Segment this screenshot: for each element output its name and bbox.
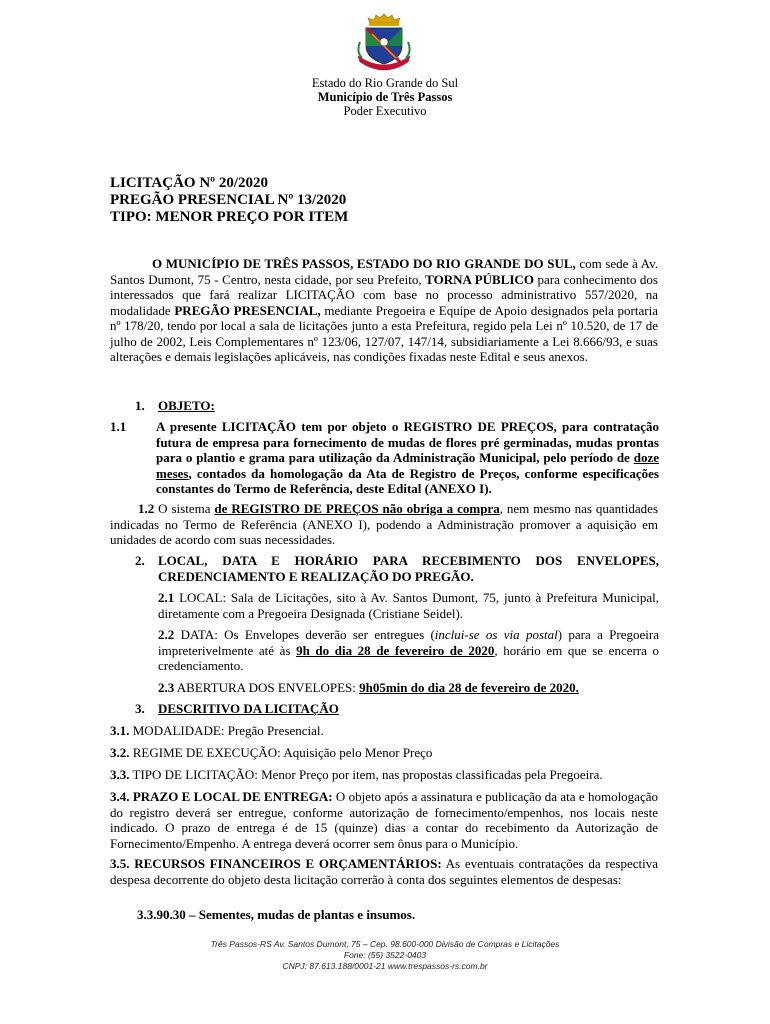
pregao-title: PREGÃO PRESENCIAL Nº 13/2020: [110, 192, 347, 208]
intro-bold-2: TORNA PÚBLICO: [425, 271, 534, 287]
section-2-title: LOCAL, DATA E HORÁRIO PARA RECEBIMENTO DOS ENVELOPES, CREDENCIAMENTO E REALIZAÇÃO DO PREGÃO.: [158, 553, 659, 584]
item-1-2-part-b: , nem mesmo nas quantidades indicadas no Termo de Referência (ANEXO I), podendo a Administração promover a aquisição em unidades de acordo com suas necessidades.: [110, 501, 659, 547]
item-3-2-text: REGIME DE EXECUÇÃO: Aquisição pelo Menor Preço: [129, 745, 433, 760]
footer-address: Três Passos-RS Av. Santos Dumont, 75 – Cep. 98.600-000 Divisão de Compras e Licitações: [210, 939, 560, 949]
header-state: Estado do Rio Grande do Sul: [311, 76, 459, 90]
item-2-1-paragraph: [158, 590, 659, 621]
item-1-1-period: doze meses: [156, 450, 659, 481]
item-2-2-paragraph: [158, 627, 659, 674]
item-3-3-paragraph: [110, 767, 658, 783]
item-2-2-part-a: DATA: Os Envelopes deverão ser entregues (: [174, 627, 435, 642]
item-3-5-heading: 3.5. RECURSOS FINANCEIROS E ORÇAMENTÁRIOS:: [110, 856, 442, 871]
section-3-number: 3.: [135, 701, 145, 716]
item-3-1-text: MODALIDADE: Pregão Presencial.: [129, 723, 324, 738]
licitacao-title: LICITAÇÃO Nº 20/2020: [110, 175, 269, 191]
item-1-1-text: [156, 419, 659, 497]
item-1-1-part-b: , contados da homologação da Ata de Registro de Preços, conforme especificações constantes do Termo de Referência, deste Edital (ANEXO I).: [156, 465, 659, 496]
item-2-3-opening-time: 9h05min do dia 28 de fevereiro de 2020.: [359, 680, 579, 695]
item-3-3-text: TIPO DE LICITAÇÃO: Menor Preço por item, nas propostas classificadas pela Pregoeira.: [129, 767, 603, 782]
header-branch: Poder Executivo: [343, 104, 427, 118]
header-municipality: Município de Três Passos: [317, 90, 453, 104]
item-3-2-number: 3.2.: [110, 745, 130, 760]
item-3-4-heading: 3.4. PRAZO E LOCAL DE ENTREGA:: [110, 789, 333, 804]
item-2-2-part-c: , horário em que se encerra o credenciamento.: [158, 642, 660, 673]
item-2-3-part-a: ABERTURA DOS ENVELOPES:: [174, 680, 360, 695]
item-3-5-paragraph: [110, 856, 658, 887]
item-2-2-italic: inclui-se os via postal: [434, 627, 558, 642]
intro-text-1: com sede à Av. Santos Dumont, 75 - Centro, nesta cidade, por seu Prefeito,: [110, 256, 658, 287]
section-1-number: 1.: [135, 398, 145, 413]
intro-text-3: mediante Pregoeira e Equipe de Apoio designados pela portaria nº 178/20, tendo por local a sala de licitações junto a esta Prefeitura, regido pela Lei nº 10.520, de 17 de julho de 2002, Leis Complementares nº 123/06, 127/07, 147/14, subsidiariamente a Lei 8.666/93, e suas alterações e demais legislações aplicáveis, nas condições fixadas neste Edital e seus anexos.: [110, 302, 658, 364]
item-1-1-part-a: A presente LICITAÇÃO tem por objeto o REGISTRO DE PREÇOS, para contratação futura de empresa para fornecimento de mudas de flores pré germinadas, mudas prontas para o plantio e grama para utilização da Administração Municipal, pelo período de: [156, 419, 659, 465]
item-2-1-number: 2.1: [158, 590, 175, 605]
intro-bold-1: O MUNICÍPIO DE TRÊS PASSOS, ESTADO DO RIO GRANDE DO SUL,: [152, 256, 576, 271]
item-1-2-number: 1.2: [138, 501, 155, 516]
item-2-2-number: 2.2: [158, 627, 175, 642]
municipal-crest-icon: [352, 12, 416, 76]
item-3-5-text: As eventuais contratações da respectiva despesa decorrente do objeto desta licitação correrão à conta dos seguintes elementos de despesas:: [110, 856, 659, 887]
section-3-title: DESCRITIVO DA LICITAÇÃO: [158, 701, 339, 716]
intro-text-2: para conhecimento dos interessados que fará realizar LICITAÇÃO com base no processo administrativo 557/2020, na modalidade: [110, 271, 658, 318]
item-3-1-number: 3.1.: [110, 723, 130, 738]
expense-element-line: 3.3.90.30 – Sementes, mudas de plantas e insumos.: [137, 907, 416, 922]
item-1-2-part-a: O sistema: [154, 501, 215, 516]
section-2-number: 2.: [135, 553, 145, 568]
item-1-2-emphasis: de REGISTRO DE PREÇOS não obriga a compra: [214, 501, 500, 516]
intro-paragraph: [110, 256, 658, 365]
item-1-2-paragraph: [110, 501, 658, 548]
item-2-3-paragraph: [158, 680, 659, 696]
item-2-3-number: 2.3: [158, 680, 175, 695]
item-3-3-number: 3.3.: [110, 767, 130, 782]
item-3-1-paragraph: [110, 723, 658, 739]
footer-cnpj-website: CNPJ: 87.613.188/0001-21 www.trespassos-rs.com.br: [282, 961, 488, 971]
footer-phone: Fone: (55) 3522-0403: [343, 950, 427, 960]
item-3-4-text: O objeto após a assinatura e publicação da ata e homologação do registro deverá ser entregue, conforme autorização de fornecimento/empenhos, nos locais neste indicado. O prazo de entrega é de 15 (quinze) dias a contar do recebimento da Autorização de Fornecimento/Empenho. A entrega deverá ocorrer sem ônus para o Município.: [110, 789, 658, 851]
item-2-1-text: LOCAL: Sala de Licitações, sito à Av. Santos Dumont, 75, junto à Prefeitura Municipal, diretamente com a Pregoeira Designada (Cristiane Seidel).: [158, 590, 659, 621]
item-2-2-deadline: 9h do dia 28 de fevereiro de 2020: [296, 642, 495, 658]
item-1-1-number: 1.1: [110, 419, 127, 434]
item-3-2-paragraph: [110, 745, 658, 761]
item-2-2-part-b: ) para a Pregoeira impreterivelmente até às: [158, 627, 659, 658]
section-1-title: OBJETO:: [158, 398, 215, 413]
item-3-4-paragraph: [110, 789, 658, 851]
tipo-title: TIPO: MENOR PREÇO POR ITEM: [110, 209, 349, 225]
intro-bold-3: PREGÃO PRESENCIAL,: [174, 302, 321, 318]
